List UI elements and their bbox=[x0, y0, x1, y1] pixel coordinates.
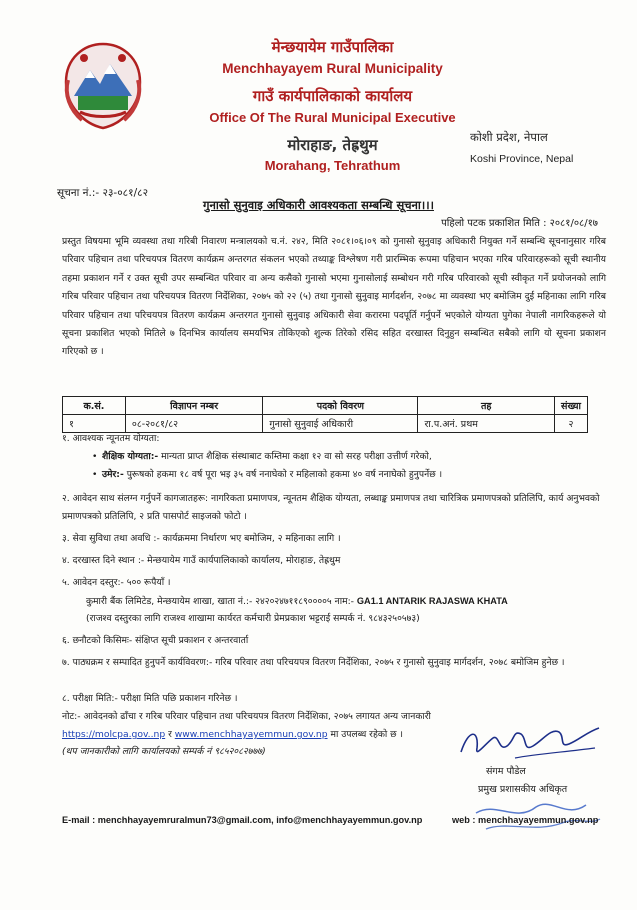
note: नोट:- आवेदनको ढाँचा र गरिब परिवार पहिचान तथा परिचयपत्र वितरण निर्देशिका, २०७५ लगायत अन्य जानकारी bbox=[62, 711, 431, 722]
qualification-title: १. आवश्यक न्यूनतम योग्यता: bbox=[62, 433, 160, 444]
table-header-row bbox=[63, 397, 588, 415]
province-np: कोशी प्रदेश, नेपाल bbox=[470, 130, 548, 144]
signature-scribble bbox=[455, 718, 605, 766]
municipality-name-en: Menchhayayem Rural Municipality bbox=[222, 61, 443, 76]
notice-number: सूचना नं.:- २३-०८१/८२ bbox=[57, 187, 149, 199]
web-link[interactable]: menchhayayemmun.gov.np bbox=[478, 815, 599, 825]
municipality-name-np: मेन्छयायेम गाउँपालिका bbox=[271, 38, 394, 56]
cell-count: २ bbox=[555, 415, 588, 433]
bank-note: (राजश्व दस्तुरका लागि राजश्व शाखामा कार्यरत कर्मचारी प्रेमप्रकाश भट्टराई सम्पर्क नं. ९८४३२५०५७३) bbox=[86, 613, 420, 624]
municipality-website-link[interactable]: www.menchhayayemmun.gov.np bbox=[174, 729, 328, 740]
education-text: मान्यता प्राप्त शैक्षिक संस्थाबाट कम्तिमा कक्षा १२ वा सो सरह परीक्षा उत्तीर्ण गरेको, bbox=[161, 451, 432, 462]
education-requirement bbox=[92, 448, 612, 466]
office-name-en: Office Of The Rural Municipal Executive bbox=[209, 110, 456, 125]
col-count: संख्या bbox=[555, 397, 588, 415]
location-en: Morahang, Tehrathum bbox=[264, 158, 401, 173]
bullet-icon: • bbox=[92, 469, 98, 480]
municipality-emblem-icon bbox=[60, 40, 146, 132]
bank-details: कुमारी बैंक लिमिटेड, मेन्छयायेम शाखा, खाता नं.:- २४२०२४७११८९००००५ नाम:- bbox=[86, 596, 354, 607]
documents-label: २. आवेदन साथ संलग्न गर्नुपर्ने कागजातहरू: bbox=[62, 493, 209, 504]
info-links bbox=[62, 727, 403, 740]
documents-text: नागरिकता प्रमाणपत्र, न्यूनतम शैक्षिक योग्यता, लब्धाङ्क प्रमाणपत्र तथा चारित्रिक प्रमाणपत्रको प्रतिलिपि, कार्य अनुभवको प्रमाणपत्रको प्रतिलिपि, २ प्रति पासपोर्ट साइजको फोटो । bbox=[62, 493, 600, 523]
publication-date: पहिलो पटक प्रकाशित मिति : २०८१/०८/१७ bbox=[441, 218, 598, 229]
signatory-name: संगम पौडेल bbox=[486, 766, 526, 777]
links-tail: मा उपलब्ध रहेको छ । bbox=[330, 729, 404, 740]
age-label: उमेर:- bbox=[102, 469, 124, 480]
vacancy-table bbox=[62, 396, 588, 433]
col-ad-number: विज्ञापन नम्बर bbox=[125, 397, 262, 415]
col-serial: क.सं. bbox=[63, 397, 126, 415]
contact-note: (थप जानकारीको लागि कार्यालयको सम्पर्क नं ९८५२०८२७७७) bbox=[62, 746, 266, 757]
bank-account bbox=[86, 592, 606, 611]
notice-body: प्रस्तुत विषयमा भूमि व्यवस्था तथा गरिबी निवारण मन्त्रालयको च.नं. २४२, मिति २०८१।०६।०९ को गुनासो सुनुवाइ अधिकारी नियुक्त गर्ने सम्बन्धि सूचनानुसार गरिब परिवार पहिचान तथा परिचयपत्र वितरण कार्यक्रम अन्तरगत संकलन भएको तथ्याङ्क विश्लेषण गरी प्रारम्भिक रूपमा पहिचान भएका गरिब परिवारहरूको सूची स्थानीय तहमा प्रकाशन गर्ने र उक्त सूची उपर सम्बन्धित परिवार वा अन्य कसैको गुनासो भएमा गुनासोलाई सम्बोधन गरी गरिब परिवारको सूची स्वीकृत गर्ने प्रयोजनको लागि गरिब परिवार पहिचान तथा परिचयपत्र वितरण निर्देशिका, २०७५ को २२ (५) तथा गुनासो सुनुवाइ मार्गदर्शन, २०७८ मा व्यवस्था भए बमोजिम दुई महिनाका लागि गरिब परिवार पहिचान तथा परिचयपत्र वितरण कार्यक्रम अन्तरगत गुनासो सुनुवाइ अधिकारी सेवा करारमा पदपूर्ति गर्नुपर्ने भएकोले योग्यता पुगेका नेपाली नागरिकहरूले यो सूचना प्रकाशित भएको मितिले ७ दिनभित्र कार्यालय समयभित्र तोकिएको शुल्क तिरेको रसिद सहित दरखास्त दिनुहुन सम्बन्धित सबैको लागि यो सूचना प्रकाशन गरिएको छ । bbox=[62, 236, 606, 358]
cell-position: गुनासो सुनुवाई अधिकारी bbox=[263, 415, 418, 433]
cell-level: रा.प.अनं. प्रथम bbox=[418, 415, 555, 433]
footer bbox=[62, 815, 607, 825]
province-en: Koshi Province, Nepal bbox=[470, 153, 574, 165]
col-position: पदको विवरण bbox=[263, 397, 418, 415]
age-requirement bbox=[92, 466, 612, 484]
bank-account-name: GA1.1 ANTARIK RAJASWA KHATA bbox=[356, 596, 508, 606]
application-fee: ५. आवेदन दस्तुर:- ५०० रूपैयाँ । bbox=[62, 577, 171, 588]
required-documents bbox=[62, 490, 610, 527]
syllabus: ७. पाठ्यक्रम र सम्पादित हुनुपर्ने कार्यविवरण:- गरिब परिवार तथा परिचयपत्र वितरण निर्देशिका, २०७५ र गुनासो सुनुवाइ मार्गदर्शन, २०७८ बमोजिम हुनेछ । bbox=[62, 657, 565, 668]
col-level: तह bbox=[418, 397, 555, 415]
notice-subject: गुनासो सुनुवाइ अधिकारी आवश्यकता सम्बन्धि सूचना।।। bbox=[202, 198, 434, 212]
bullet-icon: • bbox=[92, 451, 98, 462]
web-address bbox=[452, 815, 598, 825]
email-addresses[interactable]: menchhayayemruralmun73@gmail.com, info@menchhayayemmun.gov.np bbox=[97, 815, 423, 825]
location-np: मोराहाङ, तेह्रथुम bbox=[287, 136, 378, 154]
signatory-title: प्रमुख प्रशासकीय अधिकृत bbox=[478, 784, 568, 795]
application-place: ४. दरखास्त दिने स्थान :- मेन्छयायेम गाउँ कार्यपालिकाको कार्यालय, मोराहाङ, तेह्रथुम bbox=[62, 555, 341, 566]
facility-duration: ३. सेवा सुविधा तथा अवधि :- कार्यक्रममा निर्धारण भए बमोजिम, २ महिनाका लागि । bbox=[62, 533, 341, 544]
email-label: E-mail : bbox=[62, 815, 96, 825]
education-label: शैक्षिक योग्यता:- bbox=[102, 451, 159, 462]
age-text: पुरूषको हकमा १८ वर्ष पूरा भइ ३५ वर्ष ननाघेको र महिलाको हकमा ४० वर्ष ननाघेको हुनुपर्नेछ । bbox=[126, 469, 443, 480]
links-separator: र bbox=[168, 729, 172, 740]
web-label: web : bbox=[452, 815, 476, 825]
exam-date: ८. परीक्षा मिति:- परीक्षा मिति पछि प्रकाशन गरिनेछ । bbox=[62, 693, 238, 704]
cell-serial: १ bbox=[63, 415, 126, 433]
selection-method: ६. छनौटको किसिमः- संक्षिप्त सूची प्रकाशन र अन्तरवार्ता bbox=[62, 635, 249, 646]
molcpa-link[interactable]: https://molcpa.gov..np bbox=[62, 729, 166, 740]
office-name-np: गाउँ कार्यपालिकाको कार्यालय bbox=[252, 87, 413, 105]
cell-ad-number: ०८-२०८१/८२ bbox=[125, 415, 262, 433]
